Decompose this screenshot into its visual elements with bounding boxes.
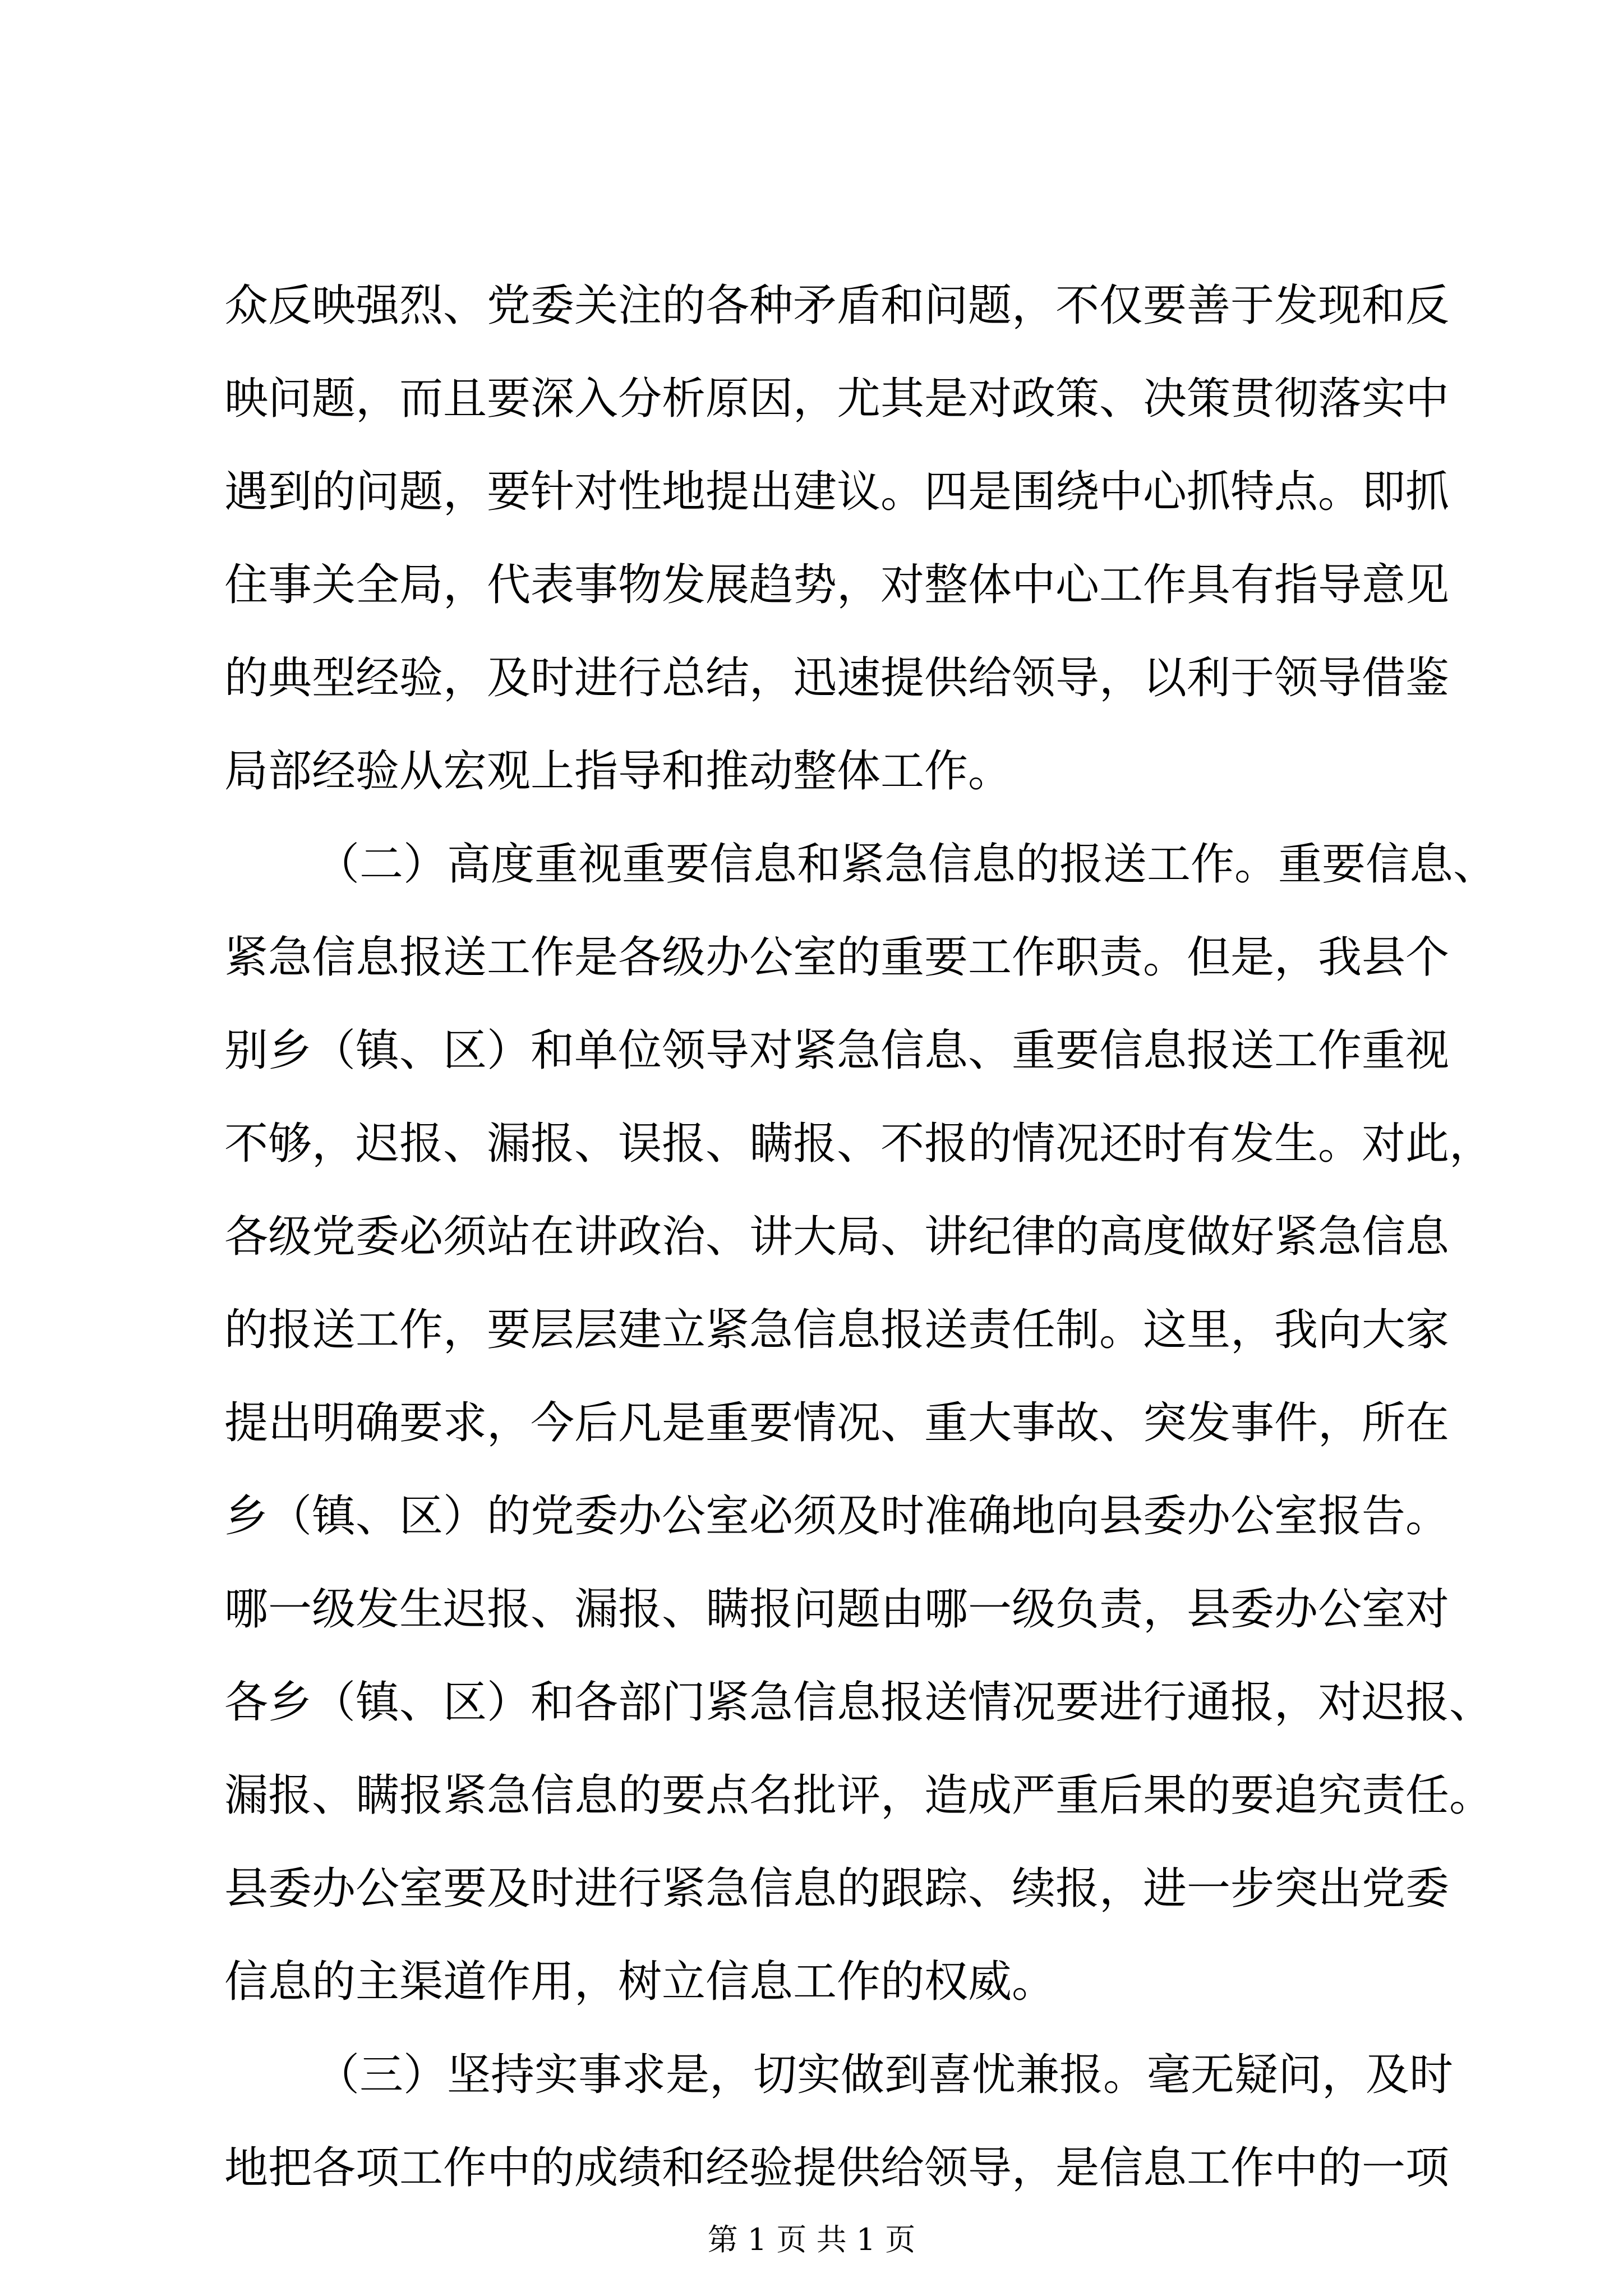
body-text-line: 遇到的问题，要针对性地提出建议。四是围绕中心抓特点。即抓: [224, 467, 1450, 517]
body-text-line: 哪一级发生迟报、漏报、瞒报问题由哪一级负责，县委办公室对: [224, 1584, 1450, 1635]
body-text-line: 信息的主渠道作用，树立信息工作的权威。: [224, 1957, 1056, 2007]
paragraph-heading-line: （三）坚持实事求是，切实做到喜忧兼报。毫无疑问，及时: [316, 2050, 1454, 2100]
body-text-line: 各乡（镇、区）和各部门紧急信息报送情况要进行通报，对迟报、: [224, 1677, 1493, 1728]
body-text-line: 提出明确要求，今后凡是重要情况、重大事故、突发事件，所在: [224, 1398, 1450, 1448]
body-text-line: 漏报、瞒报紧急信息的要点名批评，造成严重后果的要追究责任。: [224, 1770, 1493, 1821]
body-text-line: 各级党委必须站在讲政治、讲大局、讲纪律的高度做好紧急信息: [224, 1212, 1450, 1262]
body-text-line: 地把各项工作中的成绩和经验提供给领导，是信息工作中的一项: [224, 2143, 1450, 2193]
body-text-line: 住事关全局，代表事物发展趋势，对整体中心工作具有指导意见: [224, 560, 1450, 610]
paragraph-heading-line: （二）高度重视重要信息和紧急信息的报送工作。重要信息、: [316, 839, 1497, 890]
body-text-line: 别乡（镇、区）和单位领导对紧急信息、重要信息报送工作重视: [224, 1025, 1450, 1076]
body-text-line: 不够，迟报、漏报、误报、瞒报、不报的情况还时有发生。对此，: [224, 1119, 1493, 1169]
page-number-footer: 第 1 页 共 1 页: [707, 2222, 916, 2257]
body-text-line: 的典型经验，及时进行总结，迅速提供给领导，以利于领导借鉴: [224, 653, 1450, 703]
body-text-line: 映问题，而且要深入分析原因，尤其是对政策、决策贯彻落实中: [224, 374, 1450, 424]
body-text-line: 局部经验从宏观上指导和推动整体工作。: [224, 746, 1012, 797]
body-text-line: 乡（镇、区）的党委办公室必须及时准确地向县委办公室报告。: [224, 1491, 1450, 1542]
body-text-line: 紧急信息报送工作是各级办公室的重要工作职责。但是，我县个: [224, 932, 1450, 983]
body-text-line: 的报送工作，要层层建立紧急信息报送责任制。这里，我向大家: [224, 1305, 1450, 1355]
body-text-line: 众反映强烈、党委关注的各种矛盾和问题，不仅要善于发现和反: [224, 280, 1450, 331]
body-text-line: 县委办公室要及时进行紧急信息的跟踪、续报，进一步突出党委: [224, 1864, 1450, 1914]
